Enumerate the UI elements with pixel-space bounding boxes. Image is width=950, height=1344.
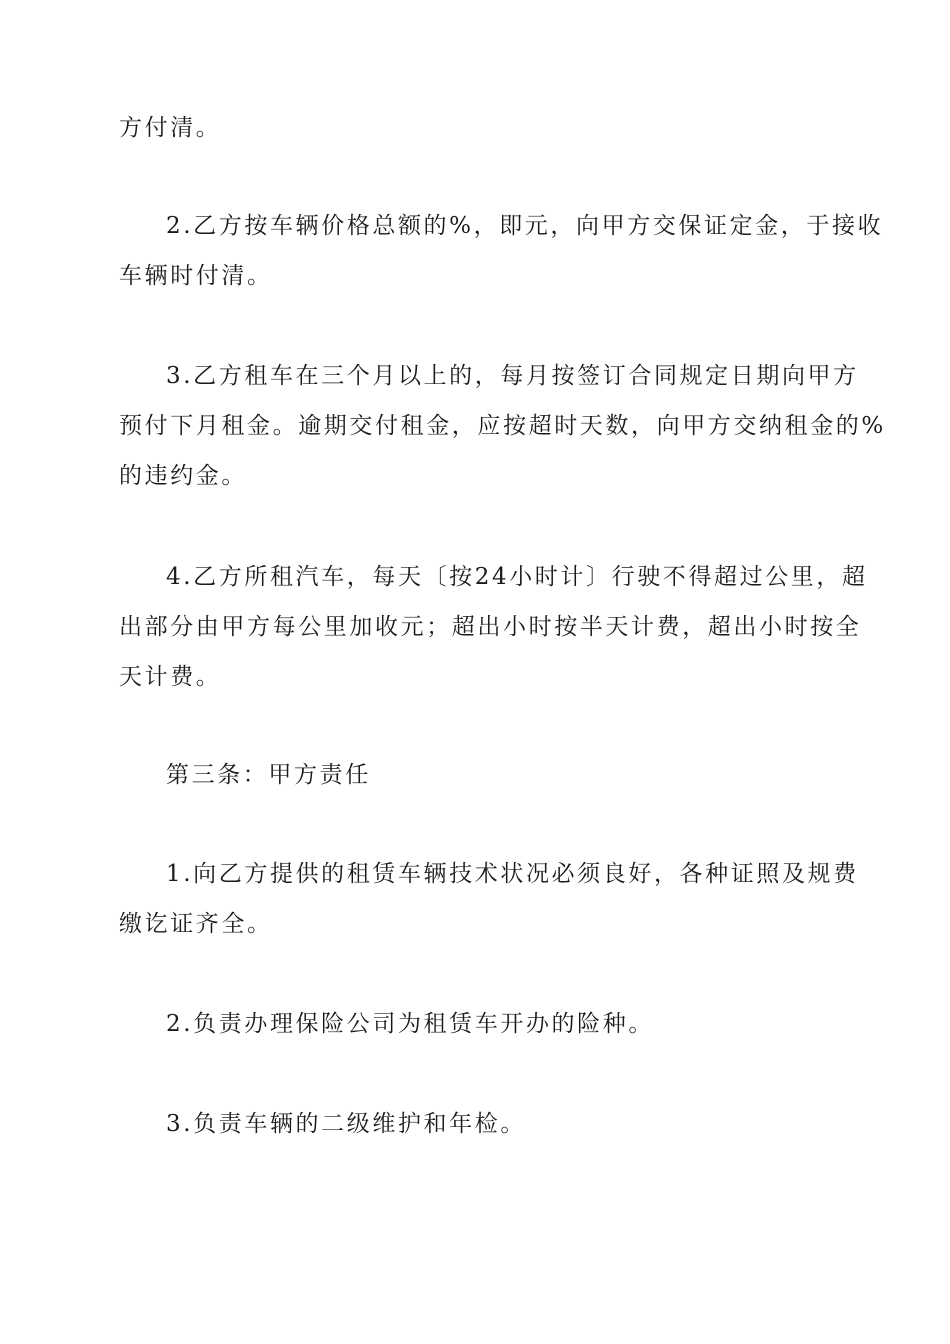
clause-4-mileage bbox=[119, 552, 868, 702]
text-line: 的违约金。 bbox=[119, 463, 247, 489]
text-line: 2.乙方按车辆价格总额的%，即元，向甲方交保证定金，于接收 bbox=[166, 213, 884, 239]
text-line: 1.向乙方提供的租赁车辆技术状况必须良好，各种证照及规费 bbox=[166, 861, 859, 887]
text-line: 2.负责办理保险公司为租赁车开办的险种。 bbox=[166, 1011, 654, 1037]
text-line: 缴讫证齐全。 bbox=[119, 911, 273, 937]
clause-2-insurance bbox=[119, 999, 831, 1049]
text-line: 3.乙方租车在三个月以上的，每月按签订合同规定日期向甲方 bbox=[166, 363, 859, 389]
text-line: 3.负责车辆的二级维护和年检。 bbox=[166, 1111, 526, 1137]
text-line: 车辆时付清。 bbox=[119, 263, 273, 289]
clause-1-vehicle-condition bbox=[119, 849, 859, 949]
clause-2-deposit bbox=[119, 201, 884, 301]
paragraph-continuation bbox=[119, 103, 831, 153]
text-line: 天计费。 bbox=[119, 664, 222, 690]
text-line: 出部分由甲方每公里加收元；超出小时按半天计费，超出小时按全 bbox=[119, 614, 862, 640]
clause-3-maintenance bbox=[119, 1099, 831, 1149]
text-line: 预付下月租金。逾期交付租金，应按超时天数，向甲方交纳租金的% bbox=[119, 413, 886, 439]
text-line: 方付清。 bbox=[119, 115, 222, 141]
text-line: 4.乙方所租汽车，每天〔按24小时计〕行驶不得超过公里，超 bbox=[166, 564, 868, 590]
section-heading-article-3 bbox=[119, 750, 831, 800]
text-line: 第三条：甲方责任 bbox=[166, 762, 371, 788]
clause-3-monthly-rent bbox=[119, 351, 886, 501]
